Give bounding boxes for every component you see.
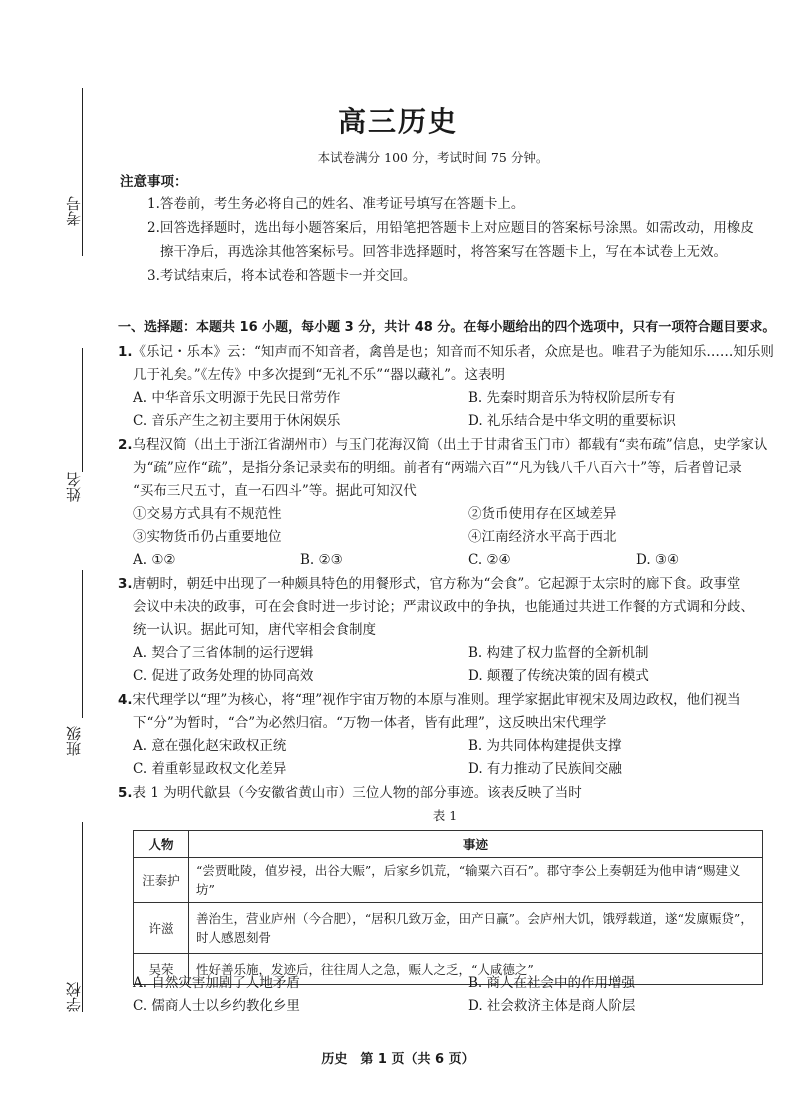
q4-stem-line2: 下“分”为暂时，“合”为必然归宿。“万物一体者，皆有此理”，这反映出宋代理学: [133, 715, 607, 731]
q1-option-d: D. 礼乐结合是中华文明的重要标识: [468, 413, 676, 429]
q2-statement-2: ②货币使用存在区域差异: [468, 506, 617, 522]
table-row: [134, 858, 763, 903]
class-label: 班级: [65, 726, 83, 756]
note-2a: 2.回答选择题时，选出每小题答案后，用铅笔把答题卡上对应题目的答案标号涂黑。如需改动，用橡皮: [147, 220, 754, 236]
q2-option-a: A. ①②: [133, 552, 176, 568]
q3-option-a: A. 契合了三省体制的运行逻辑: [133, 645, 314, 661]
table-row: [134, 903, 763, 954]
q4-option-d: D. 有力推动了民族间交融: [468, 761, 622, 777]
person-deed: 性好善乐施，发迹后，往往周人之急，赈人之乏，“人咸德之”: [189, 954, 763, 985]
q3-stem-line3: 统一认识。据此可知，唐代宰相会食制度: [133, 622, 376, 638]
col-header-deeds: 事迹: [189, 831, 763, 858]
q1-option-c: C. 音乐产生之初主要用于休闲娱乐: [133, 413, 341, 429]
question-4: [118, 690, 741, 710]
q4-stem-line1: 宋代理学以“理”为核心，将“理”视作宇宙万物的本原与准则。理学家据此审视宋及周边政权，他们视当: [132, 692, 741, 708]
q5-option-b: B. 商人在社会中的作用增强: [468, 975, 636, 991]
q2-option-b: B. ②③: [300, 552, 343, 568]
q4-option-a: A. 意在强化赵宋政权正统: [133, 738, 287, 754]
page-footer: 历史 第 1 页（共 6 页）: [321, 1052, 475, 1067]
col-header-person: 人物: [134, 831, 189, 858]
table-header-row: [134, 831, 763, 858]
q2-statement-3: ③实物货币仍占重要地位: [133, 529, 282, 545]
q5-stem-line1: 表 1 为明代歙县（今安徽省黄山市）三位人物的部分事迹。该表反映了当时: [132, 785, 582, 801]
q1-stem-line2: 几于礼矣。”《左传》中多次提到“无礼不乐”“器以藏礼”。这表明: [133, 367, 506, 383]
deeds-table: [133, 830, 763, 985]
q4-number: 4.: [118, 692, 133, 708]
q2-stem-line2: 为“疏”应作“疏”，是指分条记录卖布的明细。前者有“两端六百”“凡为钱八千八百六十”等，后者曾记录: [133, 460, 742, 476]
q5-option-d: D. 社会救济主体是商人阶层: [468, 998, 636, 1014]
note-3: 3.考试结束后，将本试卷和答题卡一并交回。: [147, 268, 417, 284]
q5-number: 5.: [118, 785, 133, 801]
q2-statement-4: ④江南经济水平高于西北: [468, 529, 617, 545]
person-deed: 善治生，营业庐州（今合肥），“居积几致万金，田产日赢”。会庐州大饥，饿殍载道，遂“发廪赈贷”，时人感恩刻骨: [189, 903, 763, 954]
q1-number: 1.: [118, 344, 133, 360]
q3-option-d: D. 颠覆了传统决策的固有模式: [468, 668, 649, 684]
q2-option-d: D. ③④: [636, 552, 680, 568]
q3-number: 3.: [118, 576, 133, 592]
note-2b: 擦干净后，再选涂其他答案标号。回答非选择题时，将答案写在答题卡上，写在本试卷上无效。: [160, 244, 727, 260]
table-caption: 表 1: [432, 808, 458, 823]
question-5: [118, 783, 582, 803]
q3-stem-line1: 唐朝时，朝廷中出现了一种颇具特色的用餐形式，官方称为“会食”。它起源于太宗时的廊下食。政事堂: [132, 576, 741, 592]
question-3: [118, 574, 740, 594]
q1-option-a: A. 中华音乐文明源于先民日常劳作: [133, 390, 341, 406]
q1-option-b: B. 先秦时期音乐为特权阶层所专有: [468, 390, 676, 406]
q2-stem-line3: “买布三尺五寸，直一石四斗”等。据此可知汉代: [133, 483, 417, 499]
question-1: [118, 342, 774, 362]
q3-option-c: C. 促进了政务处理的协同高效: [133, 668, 314, 684]
person-name: 吴荣: [134, 954, 189, 985]
q5-option-c: C. 儒商人士以乡约教化乡里: [133, 998, 300, 1014]
note-1: 1.答卷前，考生务必将自己的姓名、准考证号填写在答题卡上。: [147, 196, 525, 212]
q3-option-b: B. 构建了权力监督的全新机制: [468, 645, 649, 661]
margin-line-3: [82, 570, 83, 718]
person-name: 许滋: [134, 903, 189, 954]
section-heading: 一、选择题：本题共 16 小题，每小题 3 分，共计 48 分。在每小题给出的四个选项中，只有一项符合题目要求。: [118, 320, 776, 335]
q2-number: 2.: [118, 437, 133, 453]
name-label: 姓名: [65, 472, 83, 502]
q2-stem-line1: 乌程汉简（出土于浙江省湖州市）与玉门花海汉简（出土于甘肃省玉门市）都载有“卖布疏”信息，史学家认: [132, 437, 768, 453]
q5-option-a: A. 自然灾害加剧了人地矛盾: [133, 975, 300, 991]
person-name: 汪泰护: [134, 858, 189, 903]
q1-stem-line1: 《乐记・乐本》云：“知声而不知音者，禽兽是也；知音而不知乐者，众庶是也。唯君子为能知乐……知乐则: [132, 344, 774, 360]
question-2: [118, 435, 767, 455]
page-title: 高三历史: [337, 105, 458, 138]
exam-info: 本试卷满分 100 分，考试时间 75 分钟。: [317, 150, 549, 165]
q4-option-c: C. 着重彰显政权文化差异: [133, 761, 287, 777]
person-deed: “尝贾毗陵，值岁祲，出谷大赈”，后家乡饥荒，“输粟六百石”。郡守李公上奏朝廷为他申请“赐建义坊”: [189, 858, 763, 903]
school-label: 学校: [65, 982, 83, 1012]
notes-heading: 注意事项：: [120, 174, 188, 190]
q2-option-c: C. ②④: [468, 552, 511, 568]
q2-statement-1: ①交易方式具有不规范性: [133, 506, 282, 522]
q4-option-b: B. 为共同体构建提供支撑: [468, 738, 622, 754]
exam-number-label: 考号: [65, 196, 83, 226]
margin-line-2: [82, 348, 83, 472]
q3-stem-line2: 会议中未决的政事，可在会食时进一步讨论；严肃议政中的争执，也能通过共进工作餐的方式调和分歧、: [133, 599, 754, 615]
